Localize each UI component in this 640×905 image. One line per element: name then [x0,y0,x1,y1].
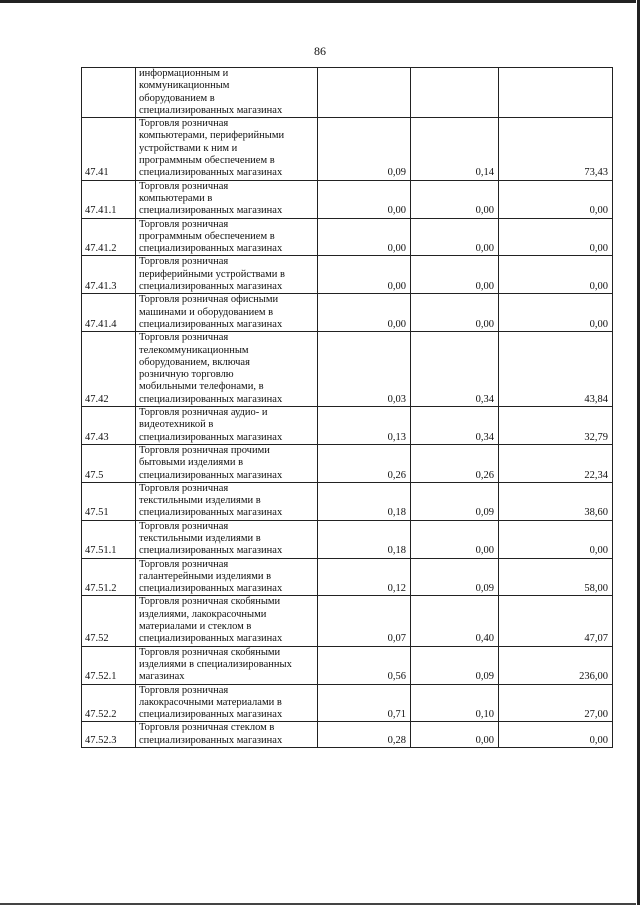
activity-name-cell [136,407,318,445]
activity-name-text: Торговля розничная текстильными изделиями в специализированных магазинах [139,520,283,557]
table-row [82,294,613,332]
value-col2-cell: 0,00 [411,520,499,558]
page-number: 86 [314,44,326,58]
table-body [82,68,613,748]
activity-name-text: Торговля розничная компьютерами в специализированных магазинах [139,180,283,217]
activity-name-cell [136,520,318,558]
value-col3-cell: 32,79 [499,407,613,445]
value-col2-cell: 0,00 [411,218,499,256]
table-row [82,520,613,558]
activity-code-cell: 47.41 [82,118,136,180]
table-row [82,482,613,520]
activity-name-text: Торговля розничная прочими бытовыми изделиями в специализированных магазинах [139,444,283,481]
activity-code-cell: 47.52.1 [82,646,136,684]
value-col1-cell: 0,00 [318,218,411,256]
table-row [82,596,613,646]
table-row [82,646,613,684]
value-col3-cell [499,68,613,118]
table-row [82,256,613,294]
value-col1-cell: 0,12 [318,558,411,596]
activity-code-cell: 47.52.2 [82,684,136,722]
value-col2-cell: 0,00 [411,722,499,748]
activity-name-cell [136,646,318,684]
activity-name-cell [136,256,318,294]
activity-name-cell [136,118,318,180]
activity-name-text: Торговля розничная офисными машинами и оборудованием в специализированных магазинах [139,294,283,330]
activity-name-text: информационным и коммуникационным оборудованием в специализированных магазинах [139,68,283,116]
value-col3-cell: 38,60 [499,482,613,520]
value-col3-cell: 0,00 [499,218,613,256]
value-col2-cell: 0,09 [411,482,499,520]
value-col3-cell: 0,00 [499,520,613,558]
activity-name-cell [136,444,318,482]
value-col2-cell: 0,26 [411,444,499,482]
value-col2-cell [411,68,499,118]
activity-name-cell [136,596,318,646]
activity-name-text: Торговля розничная программным обеспечением в специализированных магазинах [139,218,283,255]
table-row [82,558,613,596]
value-col1-cell: 0,28 [318,722,411,748]
table-row [82,722,613,748]
value-col3-cell: 47,07 [499,596,613,646]
value-col3-cell: 0,00 [499,722,613,748]
activity-name-text: Торговля розничная телекоммуникационным оборудованием, включая розничную торговлю мобильными телефонами, в специализированных магазинах [139,332,283,405]
value-col3-cell: 236,00 [499,646,613,684]
value-col3-cell: 58,00 [499,558,613,596]
value-col1-cell: 0,00 [318,294,411,332]
activity-name-text: Торговля розничная скобяными изделиями в специализированных магазинах [139,646,292,683]
activity-name-text: Торговля розничная скобяными изделиями, лакокрасочными материалами и стеклом в специализированных магазинах [139,596,283,645]
activity-name-cell [136,294,318,332]
value-col1-cell: 0,13 [318,407,411,445]
activity-name-text: Торговля розничная аудио- и видеотехникой в специализированных магазинах [139,407,283,443]
table-row [82,684,613,722]
activity-name-text: Торговля розничная лакокрасочными материалами в специализированных магазинах [139,684,283,721]
value-col3-cell: 0,00 [499,256,613,294]
activity-code-cell: 47.51 [82,482,136,520]
value-col3-cell: 27,00 [499,684,613,722]
value-col3-cell: 0,00 [499,294,613,332]
activity-name-text: Торговля розничная галантерейными изделиями в специализированных магазинах [139,558,283,595]
activity-name-cell [136,482,318,520]
activity-name-text: Торговля розничная стеклом в специализированных магазинах [139,722,283,746]
value-col1-cell: 0,03 [318,332,411,407]
value-col2-cell: 0,00 [411,256,499,294]
value-col1-cell: 0,18 [318,520,411,558]
activity-name-cell [136,722,318,748]
value-col1-cell: 0,18 [318,482,411,520]
table-row [82,218,613,256]
activity-code-cell: 47.42 [82,332,136,407]
value-col1-cell: 0,71 [318,684,411,722]
table-row [82,407,613,445]
table-row [82,444,613,482]
activity-code-cell [82,68,136,118]
statistics-table [81,67,613,748]
activity-code-cell: 47.52 [82,596,136,646]
value-col2-cell: 0,09 [411,558,499,596]
activity-name-cell [136,180,318,218]
activity-code-cell: 47.51.1 [82,520,136,558]
activity-code-cell: 47.41.1 [82,180,136,218]
value-col1-cell: 0,00 [318,180,411,218]
activity-name-cell [136,558,318,596]
value-col2-cell: 0,14 [411,118,499,180]
table-row [82,332,613,407]
value-col2-cell: 0,10 [411,684,499,722]
value-col1-cell: 0,26 [318,444,411,482]
value-col3-cell: 43,84 [499,332,613,407]
value-col2-cell: 0,09 [411,646,499,684]
table-row [82,68,613,118]
value-col2-cell: 0,00 [411,294,499,332]
value-col1-cell: 0,56 [318,646,411,684]
value-col1-cell: 0,00 [318,256,411,294]
value-col2-cell: 0,34 [411,407,499,445]
activity-code-cell: 47.43 [82,407,136,445]
value-col2-cell: 0,00 [411,180,499,218]
value-col3-cell: 22,34 [499,444,613,482]
value-col2-cell: 0,34 [411,332,499,407]
value-col1-cell [318,68,411,118]
activity-code-cell: 47.41.3 [82,256,136,294]
activity-name-cell [136,332,318,407]
activity-name-text: Торговля розничная периферийными устройствами в специализированных магазинах [139,256,285,293]
activity-name-text: Торговля розничная текстильными изделиями в специализированных магазинах [139,482,283,519]
activity-code-cell: 47.52.3 [82,722,136,748]
activity-name-cell [136,218,318,256]
activity-code-cell: 47.51.2 [82,558,136,596]
value-col1-cell: 0,07 [318,596,411,646]
table-row [82,118,613,180]
value-col3-cell: 73,43 [499,118,613,180]
activity-code-cell: 47.5 [82,444,136,482]
activity-name-cell [136,68,318,118]
scan-border-top [0,0,636,3]
activity-code-cell: 47.41.2 [82,218,136,256]
activity-name-cell [136,684,318,722]
activity-code-cell: 47.41.4 [82,294,136,332]
value-col3-cell: 0,00 [499,180,613,218]
activity-name-text: Торговля розничная компьютерами, периферийными устройствами к ним и программным обеспечением в специализированных магазинах [139,118,285,179]
table-row [82,180,613,218]
value-col2-cell: 0,40 [411,596,499,646]
value-col1-cell: 0,09 [318,118,411,180]
